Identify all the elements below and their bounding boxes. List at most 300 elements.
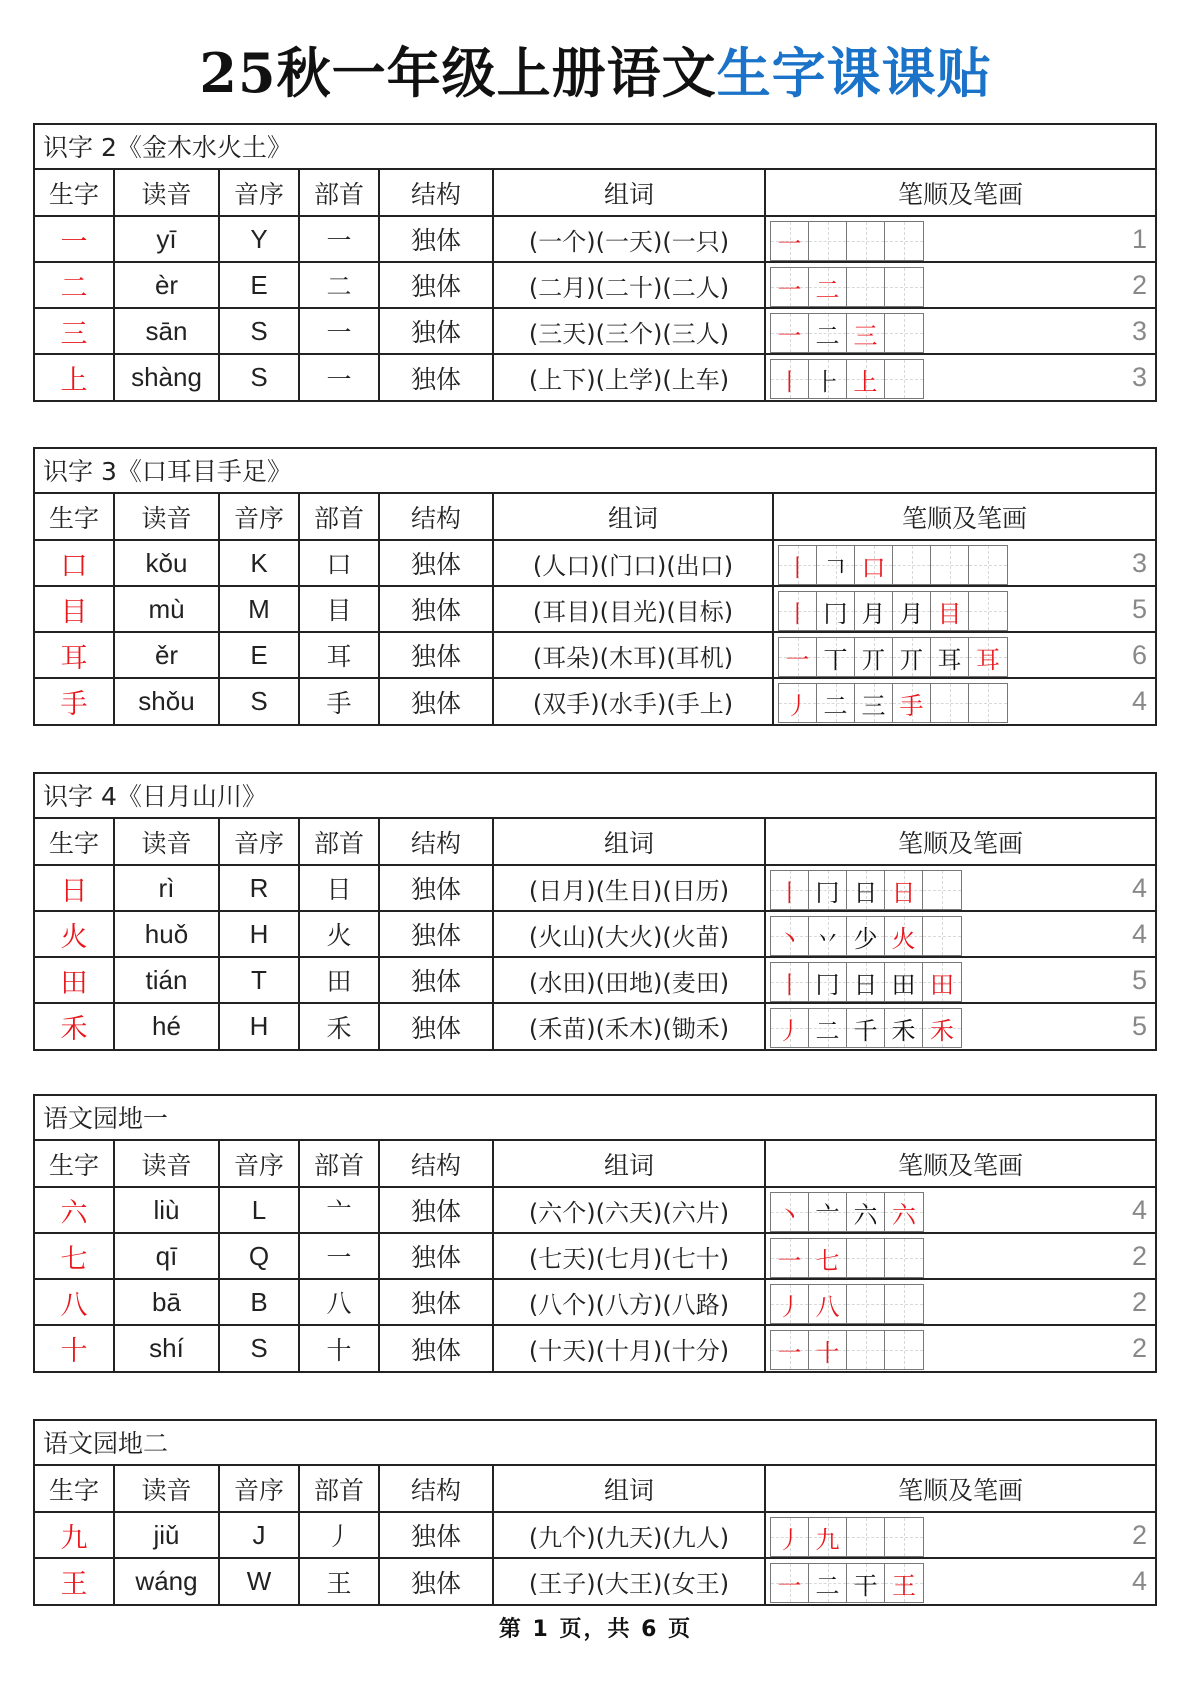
structure: 独体 <box>379 1558 493 1604</box>
structure: 独体 <box>379 1279 493 1325</box>
stroke-box <box>809 268 847 306</box>
structure: 独体 <box>379 1233 493 1279</box>
stroke-step: 六 <box>853 1200 878 1229</box>
stroke-count: 2 <box>1131 1241 1147 1271</box>
stroke-order-cell <box>765 1187 1155 1233</box>
stroke-box <box>847 1009 885 1047</box>
column-header: 音序 <box>219 819 299 865</box>
stroke-step: 丿 <box>777 1292 802 1321</box>
stroke-count: 3 <box>1131 548 1147 578</box>
stroke-step: 丨 <box>785 599 810 628</box>
radical: 日 <box>299 865 379 911</box>
column-header: 音序 <box>219 1141 299 1187</box>
header-row <box>35 1466 1155 1512</box>
word-examples: (八个)(八方)(八路) <box>493 1279 765 1325</box>
stroke-order-cell <box>765 216 1155 262</box>
pinyin: kǒu <box>114 540 219 586</box>
stroke-step: 一 <box>777 1246 802 1275</box>
header-row <box>35 494 1155 540</box>
word-examples: (王子)(大王)(女王) <box>493 1558 765 1604</box>
column-header: 组词 <box>493 819 765 865</box>
radical: 田 <box>299 957 379 1003</box>
column-header: 结构 <box>379 1466 493 1512</box>
lesson-section <box>33 1094 1157 1373</box>
stroke-box-empty <box>969 546 1007 584</box>
table-row <box>35 865 1155 911</box>
stroke-step: 丿 <box>777 1525 802 1554</box>
stroke-order-cell <box>773 540 1155 586</box>
header-row <box>35 819 1155 865</box>
stroke-step: 丅 <box>823 645 848 674</box>
stroke-box-empty <box>923 871 961 909</box>
stroke-step: 少 <box>853 924 878 953</box>
stroke-step: 耳 <box>976 645 1000 674</box>
stroke-step: 耳 <box>937 645 962 674</box>
pinyin: rì <box>114 865 219 911</box>
stroke-box <box>779 592 817 630</box>
structure: 独体 <box>379 865 493 911</box>
column-header: 生字 <box>35 494 114 540</box>
stroke-box <box>771 1285 809 1323</box>
stroke-box-empty <box>969 592 1007 630</box>
column-header: 结构 <box>379 1141 493 1187</box>
stroke-box <box>771 1193 809 1231</box>
table-row <box>35 354 1155 400</box>
title-main: 25秋一年级上册语文 <box>199 41 717 105</box>
stroke-box-empty <box>885 360 923 398</box>
stroke-count: 2 <box>1131 1333 1147 1363</box>
column-header: 笔顺及笔画 <box>765 1466 1155 1512</box>
column-header: 部首 <box>299 1141 379 1187</box>
stroke-box-empty <box>923 917 961 955</box>
stroke-box <box>809 1193 847 1231</box>
column-header: 部首 <box>299 1466 379 1512</box>
structure: 独体 <box>379 1003 493 1049</box>
stroke-box <box>885 963 923 1001</box>
stroke-box-empty <box>885 222 923 260</box>
initial-letter: E <box>219 632 299 678</box>
stroke-grid <box>778 683 1008 723</box>
title-highlight: 生字课课贴 <box>716 41 992 105</box>
initial-letter: T <box>219 957 299 1003</box>
stroke-step: 冂 <box>815 970 840 999</box>
stroke-box <box>809 1009 847 1047</box>
stroke-step: 禾 <box>891 1016 916 1045</box>
new-character: 六 <box>35 1187 114 1233</box>
stroke-grid <box>770 1238 924 1278</box>
stroke-step: 丌 <box>861 645 886 674</box>
stroke-box <box>817 592 855 630</box>
stroke-order-cell <box>765 1279 1155 1325</box>
pinyin: ěr <box>114 632 219 678</box>
stroke-count: 1 <box>1131 224 1147 254</box>
column-header: 生字 <box>35 1141 114 1187</box>
stroke-box <box>771 314 809 352</box>
pinyin: shǒu <box>114 678 219 724</box>
new-character: 八 <box>35 1279 114 1325</box>
column-header: 笔顺及笔画 <box>765 819 1155 865</box>
word-examples: (耳朵)(木耳)(耳机) <box>493 632 773 678</box>
structure: 独体 <box>379 540 493 586</box>
column-header: 组词 <box>493 170 765 216</box>
stroke-order-cell <box>765 1003 1155 1049</box>
table-row <box>35 308 1155 354</box>
stroke-grid <box>770 1284 924 1324</box>
stroke-box-empty <box>885 1239 923 1277</box>
radical: 一 <box>299 308 379 354</box>
header-row <box>35 170 1155 216</box>
word-examples: (十天)(十月)(十分) <box>493 1325 765 1371</box>
stroke-step: 三 <box>861 691 886 720</box>
structure: 独体 <box>379 354 493 400</box>
stroke-count: 6 <box>1131 640 1147 670</box>
table-row <box>35 216 1155 262</box>
radical: 八 <box>299 1279 379 1325</box>
stroke-order-cell <box>765 957 1155 1003</box>
column-header: 生字 <box>35 819 114 865</box>
word-examples: (一个)(一天)(一只) <box>493 216 765 262</box>
radical: 二 <box>299 262 379 308</box>
initial-letter: Y <box>219 216 299 262</box>
word-examples: (二月)(二十)(二人) <box>493 262 765 308</box>
stroke-box-empty <box>809 222 847 260</box>
structure: 独体 <box>379 632 493 678</box>
stroke-box-empty <box>885 314 923 352</box>
stroke-box <box>809 1285 847 1323</box>
stroke-step: 冂 <box>815 878 840 907</box>
stroke-grid <box>770 1330 924 1370</box>
stroke-box <box>771 222 809 260</box>
new-character: 九 <box>35 1512 114 1558</box>
structure: 独体 <box>379 262 493 308</box>
stroke-box <box>771 963 809 1001</box>
new-character: 二 <box>35 262 114 308</box>
stroke-step: 丨 <box>777 367 802 396</box>
new-character: 禾 <box>35 1003 114 1049</box>
stroke-box <box>885 1193 923 1231</box>
stroke-order-cell <box>765 354 1155 400</box>
stroke-count: 5 <box>1131 1011 1147 1041</box>
pinyin: yī <box>114 216 219 262</box>
column-header: 组词 <box>493 1466 765 1512</box>
stroke-box <box>847 1193 885 1231</box>
radical: 一 <box>299 216 379 262</box>
stroke-step: 田 <box>930 970 954 999</box>
stroke-box <box>855 592 893 630</box>
page-footer: 第 1 页，共 6 页 <box>498 1617 693 1642</box>
stroke-order-cell <box>773 586 1155 632</box>
new-character: 田 <box>35 957 114 1003</box>
initial-letter: H <box>219 911 299 957</box>
structure: 独体 <box>379 911 493 957</box>
column-header: 读音 <box>114 494 219 540</box>
stroke-grid <box>770 962 962 1002</box>
stroke-order-cell <box>765 1233 1155 1279</box>
stroke-box <box>771 360 809 398</box>
stroke-box <box>893 638 931 676</box>
table-row <box>35 632 1155 678</box>
table-row <box>35 540 1155 586</box>
radical: 十 <box>299 1325 379 1371</box>
stroke-box <box>809 963 847 1001</box>
stroke-step: 一 <box>777 1338 802 1367</box>
radical: 丿 <box>299 1512 379 1558</box>
section-title: 语文园地一 <box>35 1096 1155 1141</box>
radical: 口 <box>299 540 379 586</box>
pinyin: liù <box>114 1187 219 1233</box>
word-examples: (禾苗)(禾木)(锄禾) <box>493 1003 765 1049</box>
stroke-box <box>809 1564 847 1602</box>
word-examples: (火山)(大火)(火苗) <box>493 911 765 957</box>
new-character: 手 <box>35 678 114 724</box>
stroke-box <box>885 917 923 955</box>
stroke-step: 八 <box>815 1292 840 1321</box>
stroke-count: 2 <box>1131 1287 1147 1317</box>
stroke-step: 亠 <box>815 1200 840 1229</box>
stroke-step: 一 <box>777 1571 802 1600</box>
stroke-box <box>969 638 1007 676</box>
table-row <box>35 1187 1155 1233</box>
stroke-grid <box>770 1517 924 1557</box>
stroke-box <box>771 268 809 306</box>
stroke-box <box>771 1239 809 1277</box>
new-character: 十 <box>35 1325 114 1371</box>
section-title: 识字 4《日月山川》 <box>35 774 1155 819</box>
new-character: 日 <box>35 865 114 911</box>
column-header: 读音 <box>114 1141 219 1187</box>
stroke-step: 一 <box>777 275 802 304</box>
pinyin: qī <box>114 1233 219 1279</box>
stroke-step: 日 <box>891 878 916 907</box>
character-table <box>35 494 1155 724</box>
stroke-box-empty <box>885 268 923 306</box>
stroke-box <box>779 684 817 722</box>
stroke-order-cell <box>773 632 1155 678</box>
stroke-step: 口 <box>861 553 886 582</box>
stroke-step: 二 <box>815 275 840 304</box>
radical: 一 <box>299 1233 379 1279</box>
initial-letter: H <box>219 1003 299 1049</box>
stroke-step: 日 <box>853 878 878 907</box>
stroke-box-empty <box>885 1331 923 1369</box>
column-header: 音序 <box>219 494 299 540</box>
radical: 目 <box>299 586 379 632</box>
radical: 禾 <box>299 1003 379 1049</box>
stroke-box-empty <box>847 268 885 306</box>
stroke-step: 一 <box>785 645 810 674</box>
stroke-box <box>779 546 817 584</box>
stroke-box-empty <box>847 1285 885 1323</box>
stroke-step: 王 <box>892 1571 916 1600</box>
stroke-box <box>893 592 931 630</box>
stroke-count: 2 <box>1131 270 1147 300</box>
structure: 独体 <box>379 1512 493 1558</box>
pinyin: bā <box>114 1279 219 1325</box>
stroke-grid <box>778 637 1008 677</box>
column-header: 笔顺及笔画 <box>765 170 1155 216</box>
column-header: 组词 <box>493 1141 765 1187</box>
table-row <box>35 1233 1155 1279</box>
stroke-step: 丶 <box>777 924 802 953</box>
stroke-count: 4 <box>1131 919 1147 949</box>
stroke-box-empty <box>969 684 1007 722</box>
stroke-step: 干 <box>853 1571 878 1600</box>
stroke-box <box>771 917 809 955</box>
pinyin: èr <box>114 262 219 308</box>
structure: 独体 <box>379 216 493 262</box>
stroke-box-empty <box>931 684 969 722</box>
header-row <box>35 1141 1155 1187</box>
column-header: 音序 <box>219 170 299 216</box>
pinyin: wáng <box>114 1558 219 1604</box>
new-character: 耳 <box>35 632 114 678</box>
stroke-box <box>931 638 969 676</box>
stroke-box <box>847 1564 885 1602</box>
stroke-grid <box>770 1008 962 1048</box>
column-header: 部首 <box>299 819 379 865</box>
stroke-box <box>855 546 893 584</box>
initial-letter: S <box>219 1325 299 1371</box>
lesson-section <box>33 123 1157 402</box>
new-character: 目 <box>35 586 114 632</box>
lesson-section <box>33 772 1157 1051</box>
character-table <box>35 819 1155 1049</box>
new-character: 王 <box>35 1558 114 1604</box>
initial-letter: M <box>219 586 299 632</box>
stroke-box <box>809 1239 847 1277</box>
table-row <box>35 262 1155 308</box>
initial-letter: L <box>219 1187 299 1233</box>
section-title: 语文园地二 <box>35 1421 1155 1466</box>
stroke-step: 丷 <box>815 924 840 953</box>
stroke-box <box>855 638 893 676</box>
table-row <box>35 1558 1155 1604</box>
lesson-section <box>33 447 1157 726</box>
stroke-count: 4 <box>1131 686 1147 716</box>
pinyin: hé <box>114 1003 219 1049</box>
column-header: 部首 <box>299 170 379 216</box>
initial-letter: J <box>219 1512 299 1558</box>
stroke-box <box>885 871 923 909</box>
pinyin: tián <box>114 957 219 1003</box>
character-table <box>35 170 1155 400</box>
table-row <box>35 1325 1155 1371</box>
column-header: 组词 <box>493 494 773 540</box>
stroke-order-cell <box>765 1558 1155 1604</box>
stroke-grid <box>770 1563 924 1603</box>
initial-letter: Q <box>219 1233 299 1279</box>
word-examples: (水田)(田地)(麦田) <box>493 957 765 1003</box>
stroke-step: 丿 <box>777 1016 802 1045</box>
column-header: 生字 <box>35 170 114 216</box>
stroke-step: 丨 <box>785 553 810 582</box>
table-row <box>35 911 1155 957</box>
structure: 独体 <box>379 586 493 632</box>
stroke-step: 目 <box>937 599 962 628</box>
pinyin: sān <box>114 308 219 354</box>
stroke-step: 丌 <box>899 645 924 674</box>
stroke-box <box>809 1518 847 1556</box>
column-header: 读音 <box>114 819 219 865</box>
stroke-step: 丿 <box>785 691 810 720</box>
table-row <box>35 1279 1155 1325</box>
word-examples: (三天)(三个)(三人) <box>493 308 765 354</box>
stroke-count: 3 <box>1131 316 1147 346</box>
stroke-box-empty <box>847 1239 885 1277</box>
stroke-grid <box>770 267 924 307</box>
word-examples: (耳目)(目光)(目标) <box>493 586 773 632</box>
stroke-step: 日 <box>853 970 878 999</box>
stroke-box-empty <box>885 1285 923 1323</box>
initial-letter: S <box>219 678 299 724</box>
initial-letter: B <box>219 1279 299 1325</box>
radical: 亠 <box>299 1187 379 1233</box>
stroke-box <box>923 963 961 1001</box>
stroke-step: 手 <box>899 691 924 720</box>
stroke-count: 4 <box>1131 1195 1147 1225</box>
stroke-step: 丶 <box>777 1200 802 1229</box>
stroke-box <box>847 917 885 955</box>
word-examples: (双手)(水手)(手上) <box>493 678 773 724</box>
stroke-box <box>931 592 969 630</box>
word-examples: (九个)(九天)(九人) <box>493 1512 765 1558</box>
stroke-order-cell <box>765 262 1155 308</box>
stroke-count: 2 <box>1131 1520 1147 1550</box>
stroke-step: 二 <box>823 691 848 720</box>
stroke-step: ⺊ <box>815 367 840 396</box>
column-header: 音序 <box>219 1466 299 1512</box>
stroke-order-cell <box>765 308 1155 354</box>
stroke-box <box>809 314 847 352</box>
stroke-box <box>809 871 847 909</box>
stroke-box <box>809 917 847 955</box>
stroke-step: 一 <box>777 321 802 350</box>
character-table <box>35 1141 1155 1371</box>
table-row <box>35 586 1155 632</box>
stroke-box <box>779 638 817 676</box>
stroke-step: 二 <box>815 1016 840 1045</box>
pinyin: jiǔ <box>114 1512 219 1558</box>
column-header: 读音 <box>114 1466 219 1512</box>
stroke-step: 𠃍 <box>823 553 848 582</box>
structure: 独体 <box>379 1325 493 1371</box>
stroke-box <box>847 963 885 1001</box>
word-examples: (六个)(六天)(六片) <box>493 1187 765 1233</box>
pinyin: huǒ <box>114 911 219 957</box>
stroke-box <box>817 684 855 722</box>
stroke-step: 禾 <box>930 1016 954 1045</box>
stroke-step: 上 <box>853 367 878 396</box>
stroke-box-empty <box>847 1331 885 1369</box>
stroke-box <box>809 1331 847 1369</box>
table-row <box>35 678 1155 724</box>
stroke-step: 七 <box>815 1246 840 1275</box>
stroke-step: 火 <box>891 924 916 953</box>
structure: 独体 <box>379 678 493 724</box>
stroke-box <box>847 871 885 909</box>
stroke-grid <box>770 1192 924 1232</box>
stroke-box-empty <box>847 222 885 260</box>
stroke-grid <box>770 313 924 353</box>
table-row <box>35 1003 1155 1049</box>
stroke-step: 丨 <box>777 970 802 999</box>
structure: 独体 <box>379 1187 493 1233</box>
stroke-step: 二 <box>815 1571 840 1600</box>
stroke-order-cell <box>765 1512 1155 1558</box>
stroke-box <box>885 1564 923 1602</box>
stroke-box <box>771 1009 809 1047</box>
stroke-grid <box>778 545 1008 585</box>
